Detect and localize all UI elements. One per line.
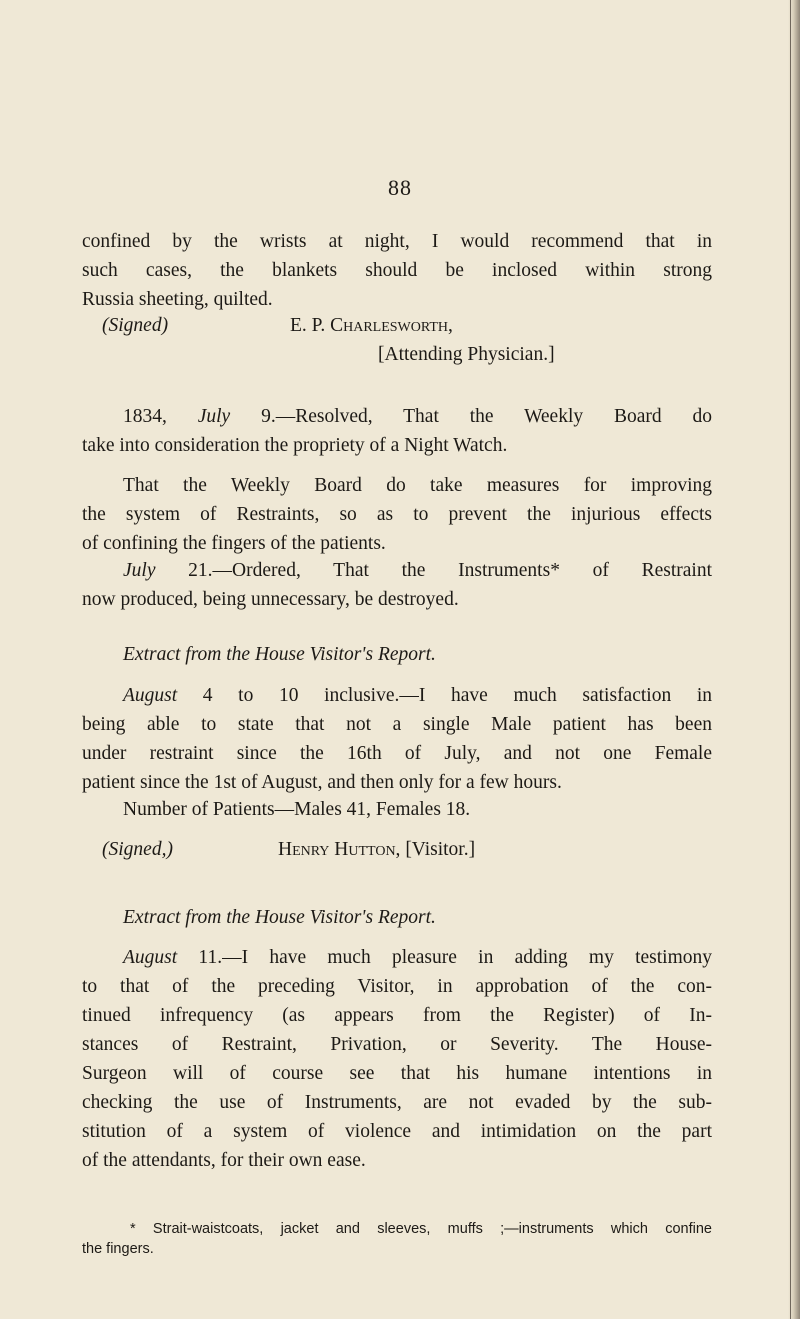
date-month: July [123,560,156,581]
text-line: the system of Restraints, so as to prevent the injurious effects [82,504,712,525]
text-span: 11.—I have much pleasure in adding my testimony [177,947,712,968]
page-number: 88 [388,175,412,200]
text-line: such cases, the blankets should be inclosed within strong [82,260,712,281]
signature-charlesworth [82,311,712,369]
text-line: tinued infrequency (as appears from the Register) of In- [82,1005,712,1026]
footnote [82,1219,712,1259]
text-line: Russia sheeting, quilted. [82,289,273,310]
date-month: July [197,406,231,427]
date-month: August [123,947,178,968]
text-line: stances of Restraint, Privation, or Severity. The House- [82,1034,712,1055]
year: 1834, [123,406,167,427]
paragraph-august-11 [82,943,712,1175]
text-span: 4 to 10 inclusive.—I have much satisfaction in [177,685,712,706]
text-line: confined by the wrists at night, I would recommend that in [82,231,712,252]
text-line [82,402,712,431]
text-line [82,681,712,710]
section-heading: Extract from the House Visitor's Report. [123,907,436,928]
paragraph-july-9 [82,402,712,460]
text-line: under restraint since the 16th of July, and not one Female [82,743,712,764]
signatory-name: Henry Hutton, [278,839,401,860]
paragraph-july-21 [82,556,712,614]
signed-label: (Signed) [102,315,169,336]
date-month: August [123,685,178,706]
text-line: now produced, being unnecessary, be destroyed. [82,589,459,610]
signature-hutton [82,835,712,864]
text-line: That the Weekly Board do take measures for improving [123,475,712,496]
footnote-line: * Strait-waistcoats, jacket and sleeves, muffs ;—instruments which confine [130,1221,712,1237]
signatory-role: [Visitor.] [405,839,476,860]
text-line: to that of the preceding Visitor, in approbation of the con- [82,976,712,997]
signatory-name: E. P. Charlesworth, [290,315,453,336]
text-span: 9.—Resolved, That the Weekly Board do [230,406,712,427]
footnote-line: the fingers. [82,1241,154,1257]
text-line: being able to state that not a single Male patient has been [82,714,712,735]
text-line: checking the use of Instruments, are not evaded by the sub- [82,1092,712,1113]
text-line [82,556,712,585]
signatory-role: [Attending Physician.] [378,344,555,365]
signed-label: (Signed,) [102,839,173,860]
text-line: patient since the 1st of August, and then only for a few hours. [82,772,562,793]
heading-extract-1 [82,640,712,669]
heading-extract-2 [82,903,712,932]
paragraph-confined [82,227,712,314]
text-span: 21.—Ordered, That the Instruments* of Restraint [155,560,712,581]
text-line [82,943,712,972]
signature-line [82,311,712,340]
text-line: take into consideration the propriety of a Night Watch. [82,435,508,456]
signature-line [82,835,712,864]
paragraph-patients-count [82,795,712,824]
text-line: stitution of a system of violence and intimidation on the part [82,1121,712,1142]
text-line: Number of Patients—Males 41, Females 18. [123,799,471,820]
paragraph-august-4 [82,681,712,797]
text-line: of confining the fingers of the patients. [82,533,386,554]
paragraph-restraints [82,471,712,558]
section-heading: Extract from the House Visitor's Report. [123,644,436,665]
text-line: of the attendants, for their own ease. [82,1150,366,1171]
text-line: Surgeon will of course see that his humane intentions in [82,1063,712,1084]
